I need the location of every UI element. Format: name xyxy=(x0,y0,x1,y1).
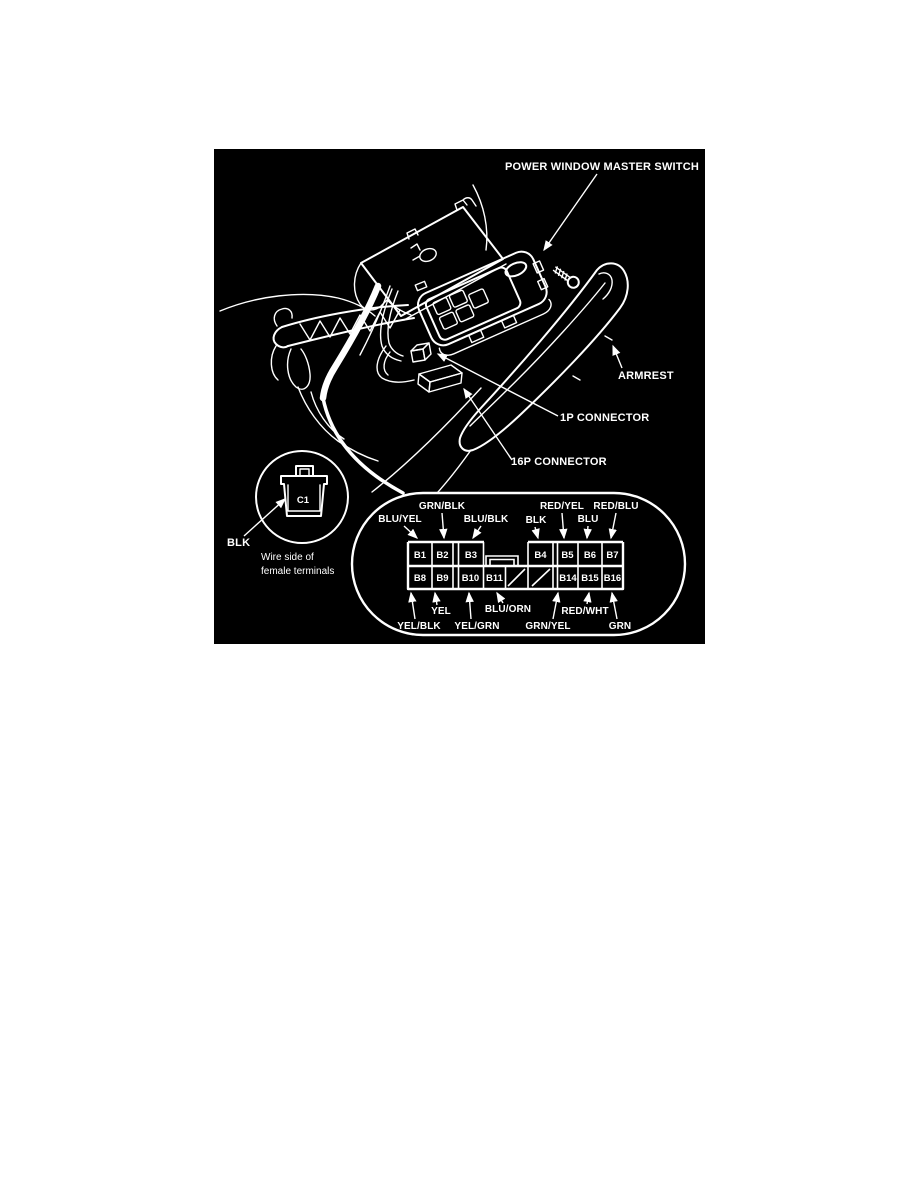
terminal-b4: B4 xyxy=(534,550,547,561)
c1-callout xyxy=(256,451,348,543)
pinout-diagram xyxy=(352,493,685,635)
wire-side-note-line1: Wire side of xyxy=(261,552,314,563)
wire-side-note-line2: female terminals xyxy=(261,566,335,577)
connector-16p-label: 16P CONNECTOR xyxy=(511,456,607,468)
wire-label-b15: RED/WHT xyxy=(561,606,609,617)
terminal-b9: B9 xyxy=(436,573,449,584)
wire-label-b9: YEL xyxy=(431,606,451,617)
wire-label-b6: BLU xyxy=(577,514,599,525)
wire-label-b7: RED/BLU xyxy=(593,501,639,512)
terminal-b8: B8 xyxy=(413,573,427,584)
terminal-b6: B6 xyxy=(583,550,597,561)
wire-label-b5: RED/YEL xyxy=(539,501,585,512)
wire-label-b16: GRN xyxy=(608,621,632,632)
terminal-b2: B2 xyxy=(436,550,449,561)
wire-label-b3: BLU/BLK xyxy=(463,514,509,525)
exploded-view-illustration xyxy=(214,149,705,644)
connector-1p-label: 1P CONNECTOR xyxy=(560,412,650,424)
wire-label-b10: YEL/GRN xyxy=(454,621,500,632)
terminal-b11: B11 xyxy=(486,573,503,584)
terminal-b3: B3 xyxy=(464,550,478,561)
c1-connector-id: C1 xyxy=(296,495,310,506)
terminal-b10: B10 xyxy=(461,573,480,584)
c1-wire-label: BLK xyxy=(227,537,251,549)
wire-label-b11: BLU/ORN xyxy=(484,604,532,615)
diagram-canvas xyxy=(214,149,705,644)
wire-label-b8: YEL/BLK xyxy=(397,621,441,632)
wire-label-b1: BLU/YEL xyxy=(378,514,422,525)
terminal-b16: B16 xyxy=(603,573,622,584)
terminal-b14: B14 xyxy=(559,573,577,584)
terminal-b5: B5 xyxy=(561,550,574,561)
terminal-b1: B1 xyxy=(413,550,427,561)
terminal-b7: B7 xyxy=(606,550,619,561)
armrest-label: ARMREST xyxy=(618,370,674,382)
wire-label-b14: GRN/YEL xyxy=(525,621,571,632)
terminal-b15: B15 xyxy=(581,573,599,584)
wire-label-b4: BLK xyxy=(525,515,547,526)
master-switch-label: POWER WINDOW MASTER SWITCH xyxy=(505,161,700,173)
wire-label-b2: GRN/BLK xyxy=(418,501,466,512)
